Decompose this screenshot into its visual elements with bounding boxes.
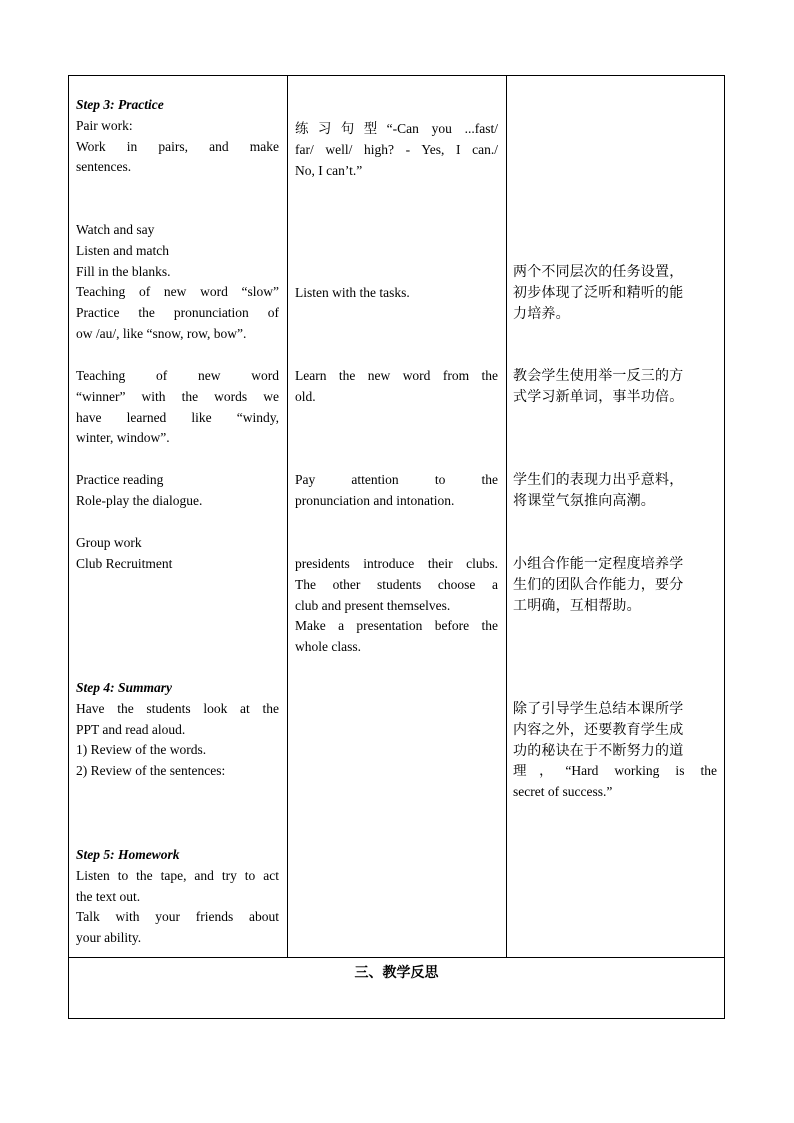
activity-text: Watch and say xyxy=(76,222,155,237)
intent-text: 式学习新单词，事半功倍。 xyxy=(513,388,684,405)
intent-text: 小组合作能一定程度培养学 xyxy=(513,556,684,572)
activity-text: Talk with your friends about xyxy=(76,909,279,925)
activity-text: have learned like “windy, xyxy=(76,409,279,425)
step4-block xyxy=(76,678,279,782)
step-title: Step 4: Summary xyxy=(76,680,173,695)
practice-design xyxy=(295,119,498,181)
activity-text: PPT and read aloud. xyxy=(76,721,186,737)
intent-text: 除了引导学生总结本课所学 xyxy=(513,701,684,717)
activity-text: Listen and match xyxy=(76,242,169,258)
listen-intent xyxy=(513,262,717,324)
intent-text: 工明确，互相帮助。 xyxy=(513,597,641,614)
reading-block xyxy=(76,470,279,512)
group-intent xyxy=(513,554,717,616)
activity-text: ow /au/, like “snow, row, bow”. xyxy=(76,325,247,341)
design-text: whole class. xyxy=(295,639,361,655)
design-text: Make a presentation before the xyxy=(295,618,498,634)
activity-text: 1) Review of the words. xyxy=(76,742,207,758)
listen-block xyxy=(76,220,279,345)
intent-text: 将课堂气氛推向高潮。 xyxy=(513,492,655,509)
intent-text: 内容之外，还要教育学生成 xyxy=(513,721,684,738)
summary-intent xyxy=(513,699,717,803)
reflection-title: 三、教学反思 xyxy=(354,965,439,981)
activity-text: sentences. xyxy=(76,159,132,175)
design-text: 练习句型“-Can you ...fast/ xyxy=(295,121,498,136)
step-title: Step 3: Practice xyxy=(76,97,164,112)
design-text: Listen with the tasks. xyxy=(295,285,410,300)
activity-text: 2) Review of the sentences: xyxy=(76,763,226,779)
intent-text: 理，“Hard working is the xyxy=(513,763,717,779)
design-text: old. xyxy=(295,388,316,404)
design-text: No, I can’t.” xyxy=(295,162,363,178)
design-text: The other students choose a xyxy=(295,576,498,592)
activity-text: Role-play the dialogue. xyxy=(76,492,203,508)
step-title: Step 5: Homework xyxy=(76,847,180,862)
intent-text: 力培养。 xyxy=(513,305,570,322)
step3-block xyxy=(76,95,279,178)
design-text: Pay attention to the xyxy=(295,472,498,487)
row-divider xyxy=(68,957,725,958)
design-text: Learn the new word from the xyxy=(295,368,498,383)
new-word-block xyxy=(76,366,279,449)
step5-block xyxy=(76,845,279,949)
intent-text: 生们的团队合作能力，要分 xyxy=(513,576,684,593)
activity-text: Work in pairs, and make xyxy=(76,138,279,154)
activity-text: Teaching of new word “slow” xyxy=(76,284,279,300)
new-word-design xyxy=(295,366,498,408)
activity-text: winter, window”. xyxy=(76,430,170,446)
design-text: far/ well/ high? - Yes, I can./ xyxy=(295,141,498,157)
activity-text: Practice the pronunciation of xyxy=(76,305,279,321)
activity-text: the text out. xyxy=(76,888,141,904)
activity-text: Pair work: xyxy=(76,117,133,133)
intent-text: secret of success.” xyxy=(513,784,613,800)
activity-text: Teaching of new word xyxy=(76,368,279,383)
activity-text: Club Recruitment xyxy=(76,555,173,571)
activity-text: “winner” with the words we xyxy=(76,388,279,404)
group-design xyxy=(295,554,498,658)
group-block xyxy=(76,533,279,575)
activity-text: Fill in the blanks. xyxy=(76,263,171,279)
activity-text: Group work xyxy=(76,535,142,550)
design-text: club and present themselves. xyxy=(295,597,451,613)
intent-text: 教会学生使用举一反三的方 xyxy=(513,368,684,384)
activity-text: Have the students look at the xyxy=(76,700,279,716)
column-divider xyxy=(287,75,288,957)
listen-design xyxy=(295,283,498,304)
intent-text: 学生们的表现力出乎意料， xyxy=(513,472,684,488)
intent-text: 初步体现了泛听和精听的能 xyxy=(513,284,684,301)
activity-text: your ability. xyxy=(76,930,142,946)
design-text: pronunciation and intonation. xyxy=(295,492,455,508)
column-divider xyxy=(506,75,507,957)
new-word-intent xyxy=(513,366,717,408)
reading-intent xyxy=(513,470,717,512)
activity-text: Practice reading xyxy=(76,472,164,487)
intent-text: 两个不同层次的任务设置， xyxy=(513,264,684,280)
activity-text: Listen to the tape, and try to act xyxy=(76,867,279,883)
reading-design xyxy=(295,470,498,512)
intent-text: 功的秘诀在于不断努力的道 xyxy=(513,742,684,759)
design-text: presidents introduce their clubs. xyxy=(295,556,498,571)
